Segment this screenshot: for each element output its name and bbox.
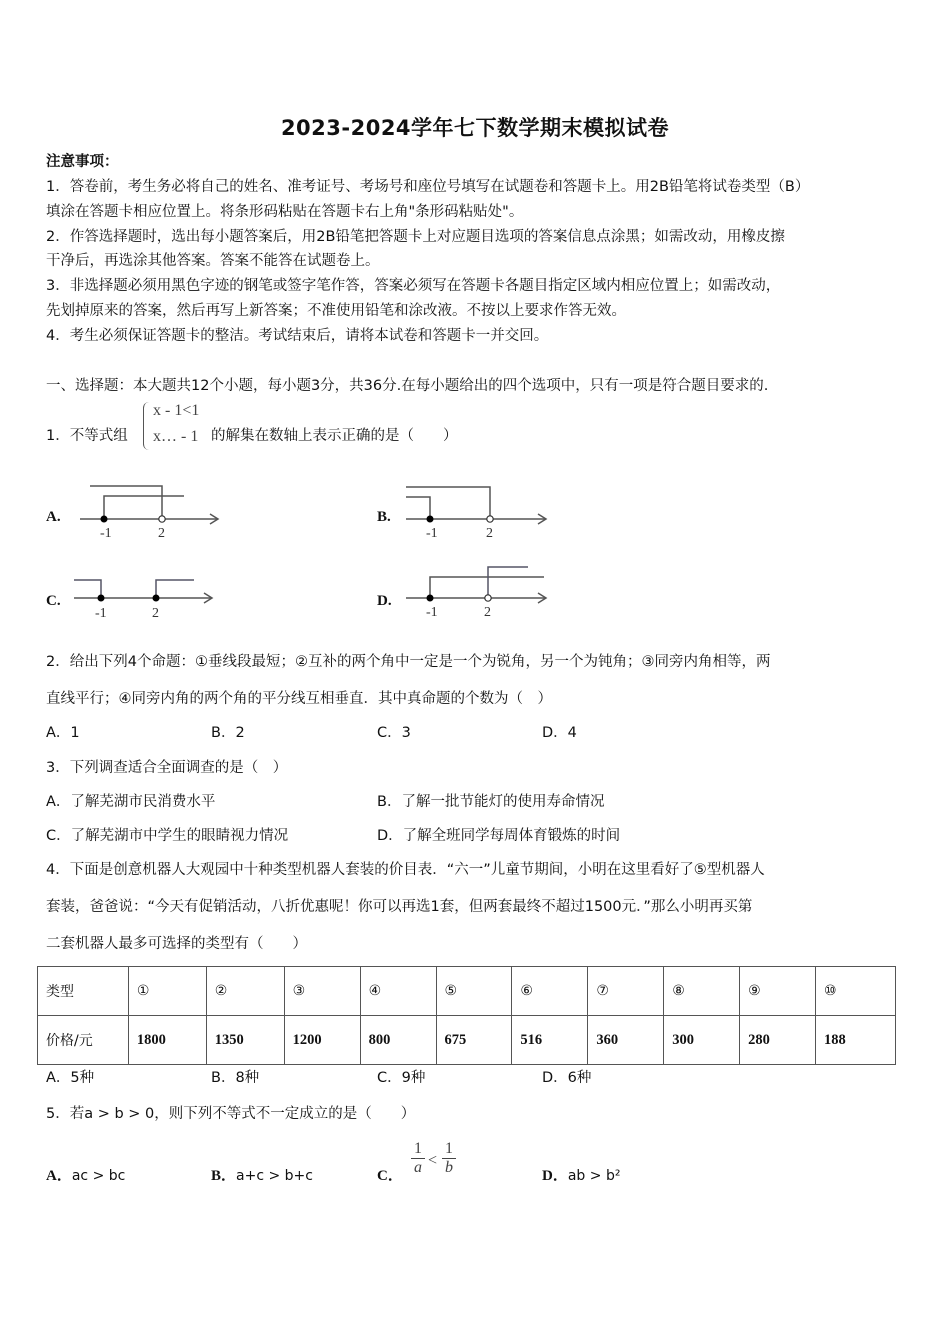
q3-option-d[interactable]: D．了解全班同学每周体育锻炼的时间	[377, 828, 621, 844]
type-cell: ⑨	[740, 967, 816, 1016]
q3-option-c[interactable]: C．了解芜湖市中学生的眼睛视力情况	[46, 828, 289, 844]
price-cell: 188	[816, 1016, 896, 1065]
q4-option-c[interactable]: C．9种	[377, 1070, 426, 1086]
option-label: D．	[542, 1168, 568, 1184]
q5-option-c-label[interactable]	[377, 1164, 403, 1185]
type-cell: ⑥	[512, 967, 588, 1016]
tick-label: -1	[426, 605, 438, 620]
tick-label: 2	[484, 605, 491, 620]
q4-stem-line-1: 4．下面是创意机器人大观园中十种类型机器人套装的价目表．“六一”儿童节期间，小明在这里看好了⑤型机器人	[46, 862, 765, 878]
type-cell: ⑦	[588, 967, 664, 1016]
q3-stem: 3．下列调查适合全面调查的是（ ）	[46, 760, 288, 776]
option-label: B．	[211, 1168, 237, 1184]
number-line-a[interactable]	[70, 482, 230, 542]
q3-option-b[interactable]: B．了解一批节能灯的使用寿命情况	[377, 794, 605, 810]
q2-stem-line-2: 直线平行；④同旁内角的两个角的平分线互相垂直．其中真命题的个数为（ ）	[46, 691, 552, 707]
option-expr: ab > b²	[567, 1168, 621, 1184]
denominator: b	[445, 1159, 453, 1176]
q5-option-b[interactable]	[211, 1164, 313, 1185]
table-row	[38, 967, 896, 1016]
inequality-line-2: x… - 1	[153, 428, 199, 445]
q1-suffix: 的解集在数轴上表示正确的是（ ）	[211, 428, 458, 444]
option-expr: a+c > b+c	[236, 1168, 313, 1184]
numerator: 1	[411, 1140, 425, 1159]
price-cell: 360	[588, 1016, 664, 1065]
tick-label: 2	[486, 526, 493, 541]
price-table	[37, 966, 896, 1065]
fraction-1-over-a	[411, 1140, 425, 1177]
type-cell: ①	[128, 967, 206, 1016]
q1-option-d-label: D.	[377, 593, 392, 609]
notes-line: 干净后，再选涂其他答案。答案不能答在试题卷上。	[46, 253, 380, 269]
type-cell: ⑩	[816, 967, 896, 1016]
type-cell: ⑤	[436, 967, 512, 1016]
tick-label: 2	[152, 606, 159, 621]
q1-option-b-label: B.	[377, 509, 391, 525]
price-cell: 516	[512, 1016, 588, 1065]
q4-option-d[interactable]: D．6种	[542, 1070, 592, 1086]
notes-line: 填涂在答题卡相应位置上。将条形码粘贴在答题卡右上角"条形码粘贴处"。	[46, 204, 524, 220]
tick-label: -1	[426, 526, 438, 541]
q4-stem-line-3: 二套机器人最多可选择的类型有（ ）	[46, 936, 307, 952]
q5-option-d[interactable]	[542, 1164, 620, 1185]
type-cell: ③	[284, 967, 360, 1016]
option-expr: ac > bc	[71, 1168, 126, 1184]
q1-prefix: 1．不等式组	[46, 428, 128, 444]
q2-stem-line-1: 2．给出下列4个命题：①垂线段最短；②互补的两个角中一定是一个为锐角，另一个为钝角；③同旁内角相等，两	[46, 654, 771, 670]
type-cell: ⑧	[664, 967, 740, 1016]
numerator: 1	[442, 1140, 456, 1159]
q4-stem-line-2: 套装，爸爸说：“今天有促销活动，八折优惠呢！你可以再选1套，但两套最终不超过1500元．”那么小明再买第	[46, 899, 753, 915]
price-cell: 800	[360, 1016, 436, 1065]
tick-label: 2	[158, 526, 165, 541]
denominator: a	[414, 1159, 422, 1176]
notes-line: 先划掉原来的答案，然后再写上新答案；不准使用铅笔和涂改液。不按以上要求作答无效。	[46, 303, 626, 319]
notes-line: 2．作答选择题时，选出每小题答案后，用2B铅笔把答题卡上对应题目选项的答案信息点涂黑；如需改动，用橡皮擦	[46, 229, 785, 245]
q1-option-c-label: C.	[46, 593, 61, 609]
q2-option-b[interactable]: B．2	[211, 725, 245, 741]
type-cell: ④	[360, 967, 436, 1016]
price-cell: 1200	[284, 1016, 360, 1065]
q1-option-a-label: A.	[46, 509, 61, 525]
price-cell: 280	[740, 1016, 816, 1065]
number-line-c[interactable]	[70, 570, 230, 625]
number-line-b[interactable]	[400, 482, 560, 542]
notes-line: 4．考生必须保证答题卡的整洁。考试结束后，请将本试卷和答题卡一并交回。	[46, 328, 549, 344]
fraction-1-over-b	[442, 1140, 456, 1177]
q5-option-a[interactable]	[46, 1164, 125, 1185]
q3-option-a[interactable]: A．了解芜湖市民消费水平	[46, 794, 216, 810]
brace-icon	[143, 402, 150, 450]
notes-line: 1．答卷前，考生务必将自己的姓名、准考证号、考场号和座位号填写在试题卷和答题卡上。用2B铅笔将试卷类型（B）	[46, 179, 810, 195]
price-cell: 675	[436, 1016, 512, 1065]
option-label: C．	[377, 1168, 403, 1184]
inequality-system	[143, 400, 213, 456]
option-label: A．	[46, 1168, 72, 1184]
q4-option-b[interactable]: B．8种	[211, 1070, 260, 1086]
price-cell: 300	[664, 1016, 740, 1065]
price-cell: 1800	[128, 1016, 206, 1065]
row-header-type: 类型	[38, 967, 129, 1016]
price-cell: 1350	[206, 1016, 284, 1065]
table-row	[38, 1016, 896, 1065]
q2-option-d[interactable]: D．4	[542, 725, 577, 741]
q2-option-c[interactable]: C．3	[377, 725, 411, 741]
q5-stem: 5．若a > b > 0，则下列不等式不一定成立的是（ ）	[46, 1106, 416, 1122]
tick-label: -1	[100, 526, 112, 541]
section-heading: 一、选择题：本大题共12个小题，每小题3分，共36分.在每小题给出的四个选项中，只有一项是符合题目要求的.	[46, 378, 769, 394]
less-than-symbol: <	[428, 1152, 438, 1169]
page-title: 2023-2024学年七下数学期末模拟试卷	[280, 116, 670, 140]
row-header-price: 价格/元	[38, 1016, 129, 1065]
type-cell: ②	[206, 967, 284, 1016]
q4-option-a[interactable]: A．5种	[46, 1070, 95, 1086]
notes-line: 3．非选择题必须用黑色字迹的钢笔或签字笔作答，答案必须写在答题卡各题目指定区域内相应位置上；如需改动，	[46, 278, 781, 294]
notes-heading: 注意事项：	[46, 154, 119, 170]
number-line-d[interactable]	[400, 562, 560, 625]
tick-label: -1	[95, 606, 107, 621]
inequality-line-1: x - 1<1	[153, 402, 200, 419]
q2-option-a[interactable]: A．1	[46, 725, 80, 741]
